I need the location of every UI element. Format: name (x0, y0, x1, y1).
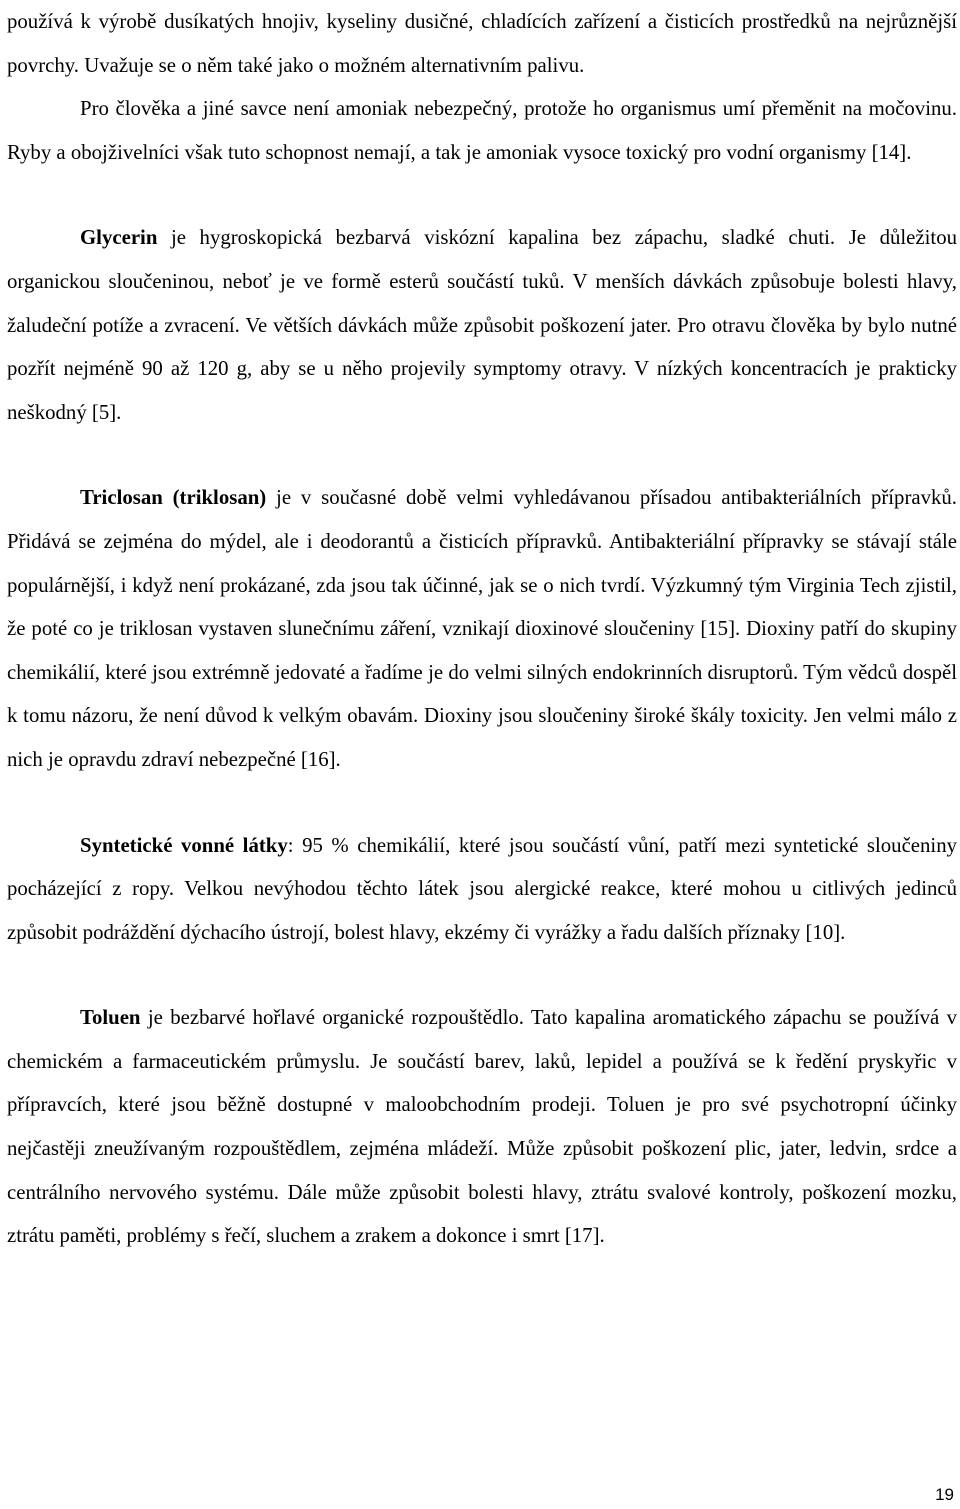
paragraph-text: : 95 % chemikálií, které jsou součástí vůní, patří mezi syntetické sloučeniny pocházející z ropy. Velkou nevýhodou těchto látek jsou alergické reakce, které mohou u citlivých jedinců způsobit podráždění dýchacího ústrojí, bolest hlavy, ekzémy či vyrážky a řadu dalších příznaky [10]. (7, 833, 958, 944)
page-number: 19 (935, 1485, 954, 1504)
paragraph-text: je v současné době velmi vyhledávanou přísadou antibakteriálních přípravků. Přidává se zejména do mýdel, ale i deodorantů a čisticích přípravků. Antibakteriální přípravky se stávají stále populárnější, i když není prokázané, zda jsou tak účinné, jak se o nich tvrdí. Výzkumný tým Virginia Tech zjistil, že poté co je triklosan vystaven slunečnímu záření, vznikají dioxinové sloučeniny [15]. Dioxiny patří do skupiny chemikálií, které jsou extrémně jedovaté a řadíme je do velmi silných endokrinních disruptorů. Tým vědců dospěl k tomu názoru, že není důvod k velkým obavám. Dioxiny jsou sloučeniny široké škály toxicity. Jen velmi málo z nich je opravdu zdraví nebezpečné [16]. (7, 486, 957, 771)
paragraph-glycerin (7, 216, 957, 434)
paragraph-synthetic-fragrances (7, 824, 957, 955)
paragraph-ammonia-uses (7, 0, 957, 87)
term-heading: Glycerin (80, 226, 158, 250)
term-heading: Triclosan (triklosan) (80, 486, 267, 510)
term-heading: Syntetické vonné látky (80, 833, 288, 857)
term-heading: Toluen (80, 1006, 141, 1030)
paragraph-text: je hygroskopická bezbarvá viskózní kapalina bez zápachu, sladké chuti. Je důležitou organickou sloučeninou, neboť je ve formě esterů součástí tuků. V menších dávkách způsobuje bolesti hlavy, žaludeční potíže a zvracení. Ve větších dávkách může způsobit poškození jater. Pro otravu člověka by bylo nutné pozřít nejméně 90 až 120 g, aby se u něho projevily symptomy otravy. V nízkých koncentracích je prakticky neškodný [5]. (7, 226, 957, 424)
paragraph-text: Pro člověka a jiné savce není amoniak nebezpečný, protože ho organismus umí přeměnit na močovinu. Ryby a obojživelníci však tuto schopnost nemají, a tak je amoniak vysoce toxický pro vodní organismy [14]. (7, 97, 957, 164)
document-page (7, 0, 957, 1258)
paragraph-triclosan (7, 476, 957, 781)
paragraph-ammonia-toxicity (7, 87, 957, 174)
paragraph-toluene (7, 996, 957, 1258)
paragraph-text: používá k výrobě dusíkatých hnojiv, kyseliny dusičné, chladících zařízení a čisticích prostředků na nejrůznější povrchy. Uvažuje se o něm také jako o možném alternativním palivu. (7, 10, 957, 77)
paragraph-text: je bezbarvé hořlavé organické rozpouštědlo. Tato kapalina aromatického zápachu se používá v chemickém a farmaceutickém průmyslu. Je součástí barev, laků, lepidel a používá se k ředění pryskyřic v přípravcích, které jsou běžně dostupné v maloobchodním prodeji. Toluen je pro své psychotropní účinky nejčastěji zneužívaným rozpouštědlem, zejména mládeží. Může způsobit poškození plic, jater, ledvin, srdce a centrálního nervového systému. Dále může způsobit bolesti hlavy, ztrátu svalové kontroly, poškození mozku, ztrátu paměti, problémy s řečí, sluchem a zrakem a dokonce i smrt [17]. (7, 1006, 957, 1248)
